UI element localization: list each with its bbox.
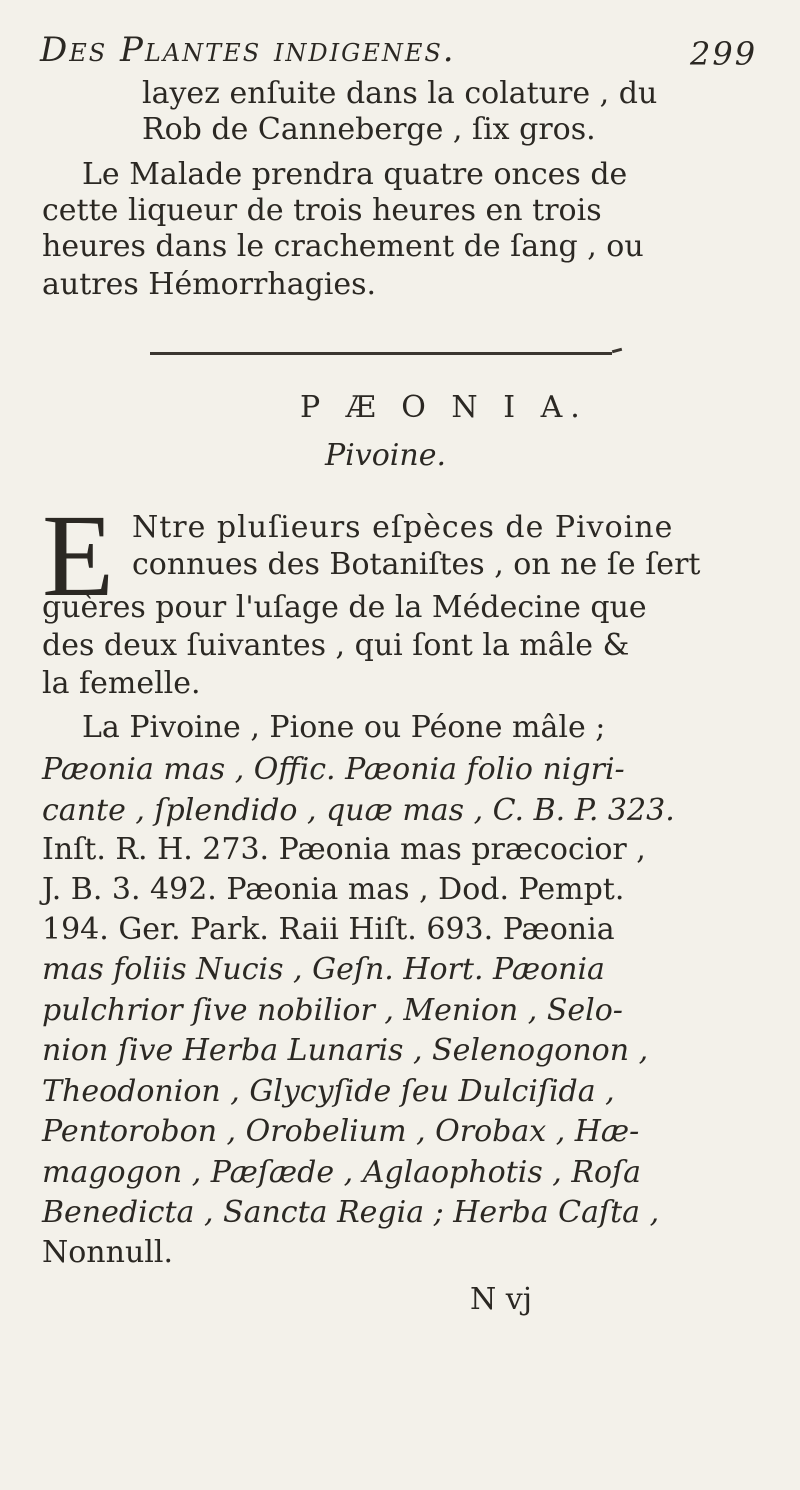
- text-line: nion ſive Herba Lunaris , Selenogonon ,: [42, 1033, 649, 1068]
- text-line: cette liqueur de trois heures en trois: [42, 193, 602, 228]
- text-line: la femelle.: [42, 666, 201, 701]
- text-line: La Pivoine , Pione ou Péone mâle ;: [82, 710, 606, 745]
- text-line: Nonnull.: [42, 1235, 174, 1270]
- text-line: Ntre pluſieurs eſpèces de Pivoine: [132, 510, 674, 545]
- text-line: Pæonia mas , Offic. Pæonia folio nigri-: [42, 752, 625, 787]
- page-number: 299: [690, 35, 758, 73]
- text-line: J. B. 3. 492. Pæonia mas , Dod. Pempt.: [42, 872, 625, 907]
- text-line: pulchrior ſive nobilior , Menion , Selo-: [42, 993, 623, 1028]
- text-line: mas foliis Nucis , Geſn. Hort. Pæonia: [42, 952, 605, 987]
- text-line: 194. Ger. Park. Raii Hiſt. 693. Pæonia: [42, 912, 615, 947]
- signature-mark: N vj: [470, 1282, 533, 1317]
- running-title: Des Plantes indigenes.: [40, 30, 456, 70]
- text-line: connues des Botaniſtes , on ne ſe ſert: [132, 547, 701, 582]
- section-divider: [150, 352, 612, 355]
- text-line: magogon , Pæſæde , Aglaophotis , Roſa: [42, 1155, 641, 1190]
- text-line: Pentorobon , Orobelium , Orobax , Hæ-: [42, 1114, 640, 1149]
- text-line: heures dans le crachement de ſang , ou: [42, 229, 644, 264]
- section-divider-tail: [612, 348, 622, 353]
- text-line: layez enſuite dans la colature , du: [142, 76, 658, 111]
- section-title-french: Pivoine.: [325, 438, 446, 473]
- text-line: Rob de Canneberge , ſix gros.: [142, 112, 596, 147]
- text-line: des deux ſuivantes , qui ſont la mâle &: [42, 628, 630, 663]
- text-line: guères pour l'uſage de la Médecine que: [42, 590, 647, 625]
- drop-cap: E: [42, 490, 115, 621]
- text-line: cante , ſplendido , quæ mas , C. B. P. 323.: [42, 793, 675, 828]
- text-line: Le Malade prendra quatre onces de: [82, 157, 628, 192]
- text-line: autres Hémorrhagies.: [42, 267, 377, 302]
- text-line: Inſt. R. H. 273. Pæonia mas præcocior ,: [42, 832, 646, 867]
- text-line: Theodonion , Glycyſide ſeu Dulciſida ,: [42, 1074, 615, 1109]
- section-title-latin: P Æ O N I A.: [300, 390, 588, 425]
- text-line: Benedicta , Sancta Regia ; Herba Caſta ,: [42, 1195, 660, 1230]
